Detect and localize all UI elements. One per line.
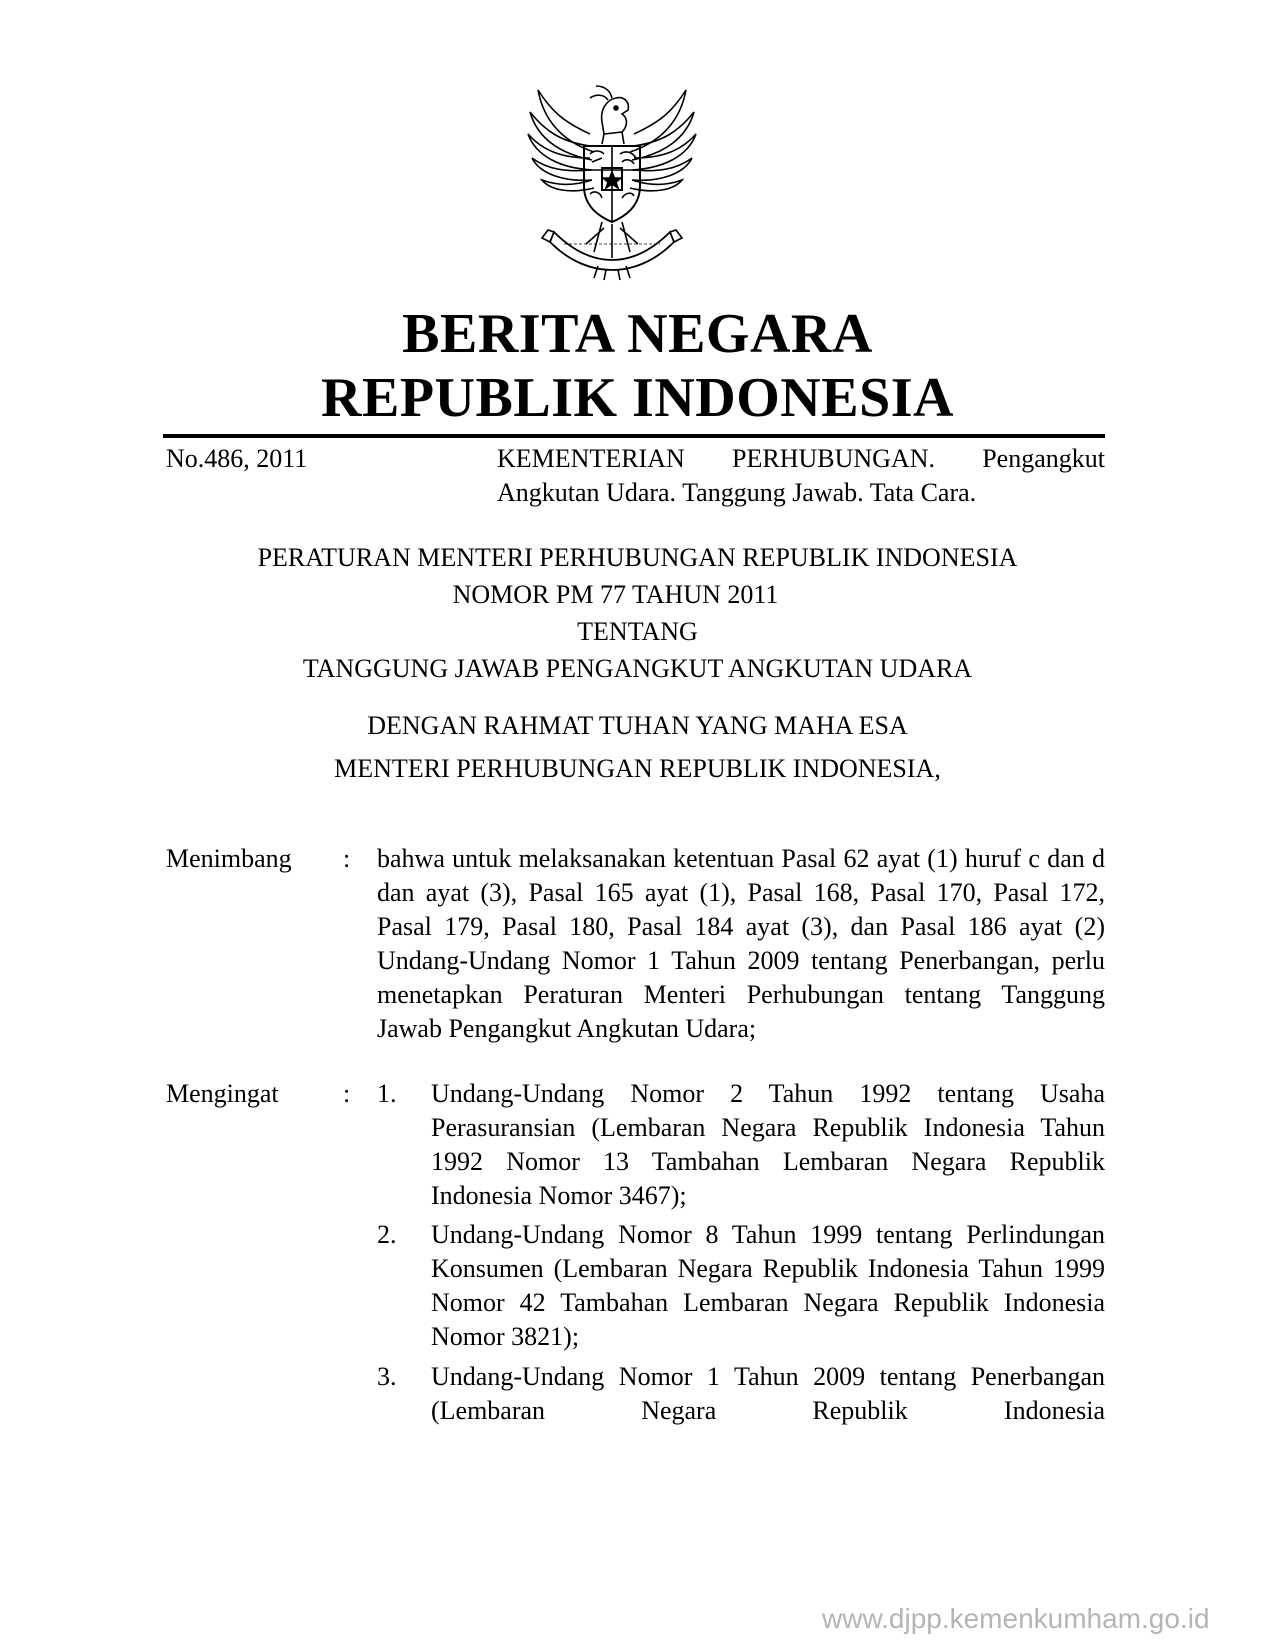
regulation-tentang: TENTANG bbox=[577, 617, 698, 646]
source-watermark: www.djpp.kemenkumham.go.id bbox=[822, 1603, 1210, 1634]
menimbang-label: Menimbang bbox=[166, 844, 292, 873]
mengingat-label: Mengingat bbox=[166, 1079, 279, 1108]
menimbang-colon: : bbox=[343, 844, 351, 873]
mengingat-item-number: 1. bbox=[377, 1079, 397, 1108]
register-number: No.486, 2011 bbox=[166, 444, 308, 473]
register-subject: KEMENTERIAN PERHUBUNGAN. Pengangkut Angkutan Udara. Tanggung Jawab. Tata Cara. bbox=[497, 444, 1105, 507]
mengingat-item-text: Undang-Undang Nomor 1 Tahun 2009 tentang Penerbangan (Lembaran Negara Republik Indonesia bbox=[431, 1362, 1105, 1425]
mengingat-colon: : bbox=[343, 1079, 351, 1108]
mengingat-item-text: Undang-Undang Nomor 2 Tahun 1992 tentang Usaha Perasuransian (Lembaran Negara Republik Indonesia Tahun 1992 Nomor 13 Tambahan Lembaran Negara Republik Indonesia Nomor 3467); bbox=[431, 1079, 1105, 1210]
mengingat-item-number: 3. bbox=[377, 1362, 397, 1391]
regulation-preamble: DENGAN RAHMAT TUHAN YANG MAHA ESA bbox=[367, 711, 908, 740]
regulation-title-line1: PERATURAN MENTERI PERHUBUNGAN REPUBLIK INDONESIA bbox=[257, 543, 1018, 572]
regulation-subject: TANGGUNG JAWAB PENGANGKUT ANGKUTAN UDARA bbox=[302, 654, 973, 683]
regulation-number: NOMOR PM 77 TAHUN 2011 bbox=[452, 580, 779, 609]
mengingat-item-number: 2. bbox=[377, 1220, 397, 1249]
masthead-title-line2: REPUBLIK INDONESIA bbox=[321, 367, 954, 429]
menimbang-text: bahwa untuk melaksanakan ketentuan Pasal 62 ayat (1) huruf c dan d dan ayat (3), Pasal 165 ayat (1), Pasal 168, Pasal 170, Pasal 172, Pasal 179, Pasal 180, Pasal 184 ayat (3), dan Pasal 186 ayat (2) Undang-Undang Nomor 1 Tahun 2009 tentang Penerbangan, perlu menetapkan Peraturan Menteri Perhubungan tentang Tanggung Jawab Pengangkut Angkutan Udara; bbox=[377, 844, 1105, 1043]
masthead-title-line1: BERITA NEGARA bbox=[402, 303, 873, 365]
garuda-pancasila-emblem-icon bbox=[524, 82, 700, 282]
regulation-minister: MENTERI PERHUBUNGAN REPUBLIK INDONESIA, bbox=[334, 754, 941, 783]
masthead-rule bbox=[163, 434, 1105, 438]
mengingat-item-text: Undang-Undang Nomor 8 Tahun 1999 tentang Perlindungan Konsumen (Lembaran Negara Republik Indonesia Tahun 1999 Nomor 42 Tambahan Lembaran Negara Republik Indonesia Nomor 3821); bbox=[431, 1220, 1105, 1351]
